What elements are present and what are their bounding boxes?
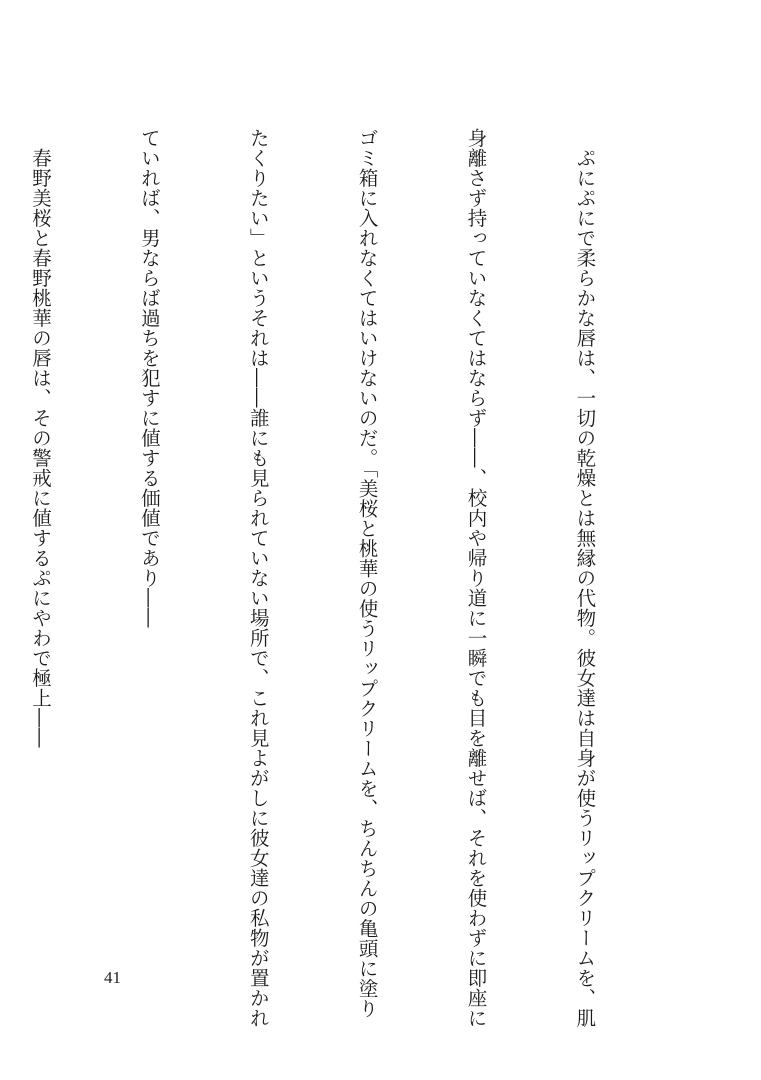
text-line: ゴミ箱に入れなくてはいけないのだ。「美桜と桃華の使うリップクリームを、ちんちんの亀頭に塗り — [355, 128, 379, 1019]
text-line: 春野美桜と春野桃華の唇は、その警戒に値するぷにやわで極上―― — [28, 128, 52, 748]
text-line: ぷにぷにで柔らかな唇は、一切の乾燥とは無縁の代物。彼女達は自身が使うリップクリームを、肌 — [573, 128, 597, 1028]
text-line: 身離さず持っていなくてはならず――、校内や帰り道に一瞬でも目を離せば、それを使わずに即座に — [464, 128, 488, 1028]
page-number: 41 — [104, 968, 121, 987]
text-line: ていれば、男ならば過ちを犯すに値する価値であり―― — [137, 128, 161, 628]
text-line: たくりたい」というそれは――誰にも見られていない場所で、これ見よがしに彼女達の私物が置かれ — [246, 128, 270, 1028]
